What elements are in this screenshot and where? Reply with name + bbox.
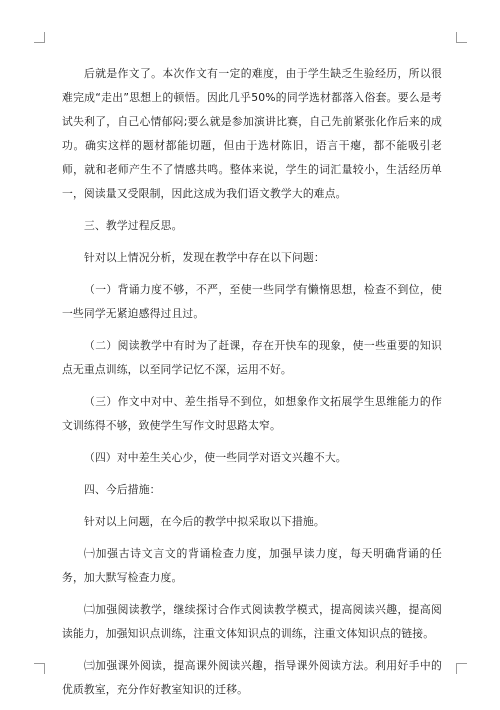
paragraph-problem-3: （三）作文中对中、差生指导不到位，如想象作文拓展学生思维能力的作文训练得不够，致使学生写作文时思路太窄。 bbox=[62, 395, 442, 432]
paragraph-problem-4: （四）对中差生关心少，使一些同学对语文兴趣不大。 bbox=[84, 451, 347, 464]
crop-mark-top-right bbox=[456, 32, 467, 43]
paragraph-measure-1: ㈠加强古诗文言文的背诵检查力度，加强早读力度，每天明确背诵的任务，加大默写检查力度。 bbox=[62, 547, 442, 584]
paragraph-measure-3: ㈢加强课外阅读，提高课外阅读兴趣，指导课外阅读方法。利用好手中的优质教室，充分作好教室知识的迁移。 bbox=[62, 659, 442, 696]
heading-future-measures: 四、今后措施： bbox=[84, 483, 161, 496]
paragraph-measure-2: ㈡加强阅读教学，继续探讨合作式阅读教学模式，提高阅读兴趣，提高阅读能力，加强知识点训练，注重文体知识点的训练，注重文体知识点的链接。 bbox=[62, 603, 442, 640]
crop-mark-bottom-left bbox=[34, 663, 45, 674]
crop-mark-top-left bbox=[34, 32, 45, 43]
paragraph-measures-intro: 针对以上问题，在今后的教学中拟采取以下措施。 bbox=[84, 515, 325, 528]
paragraph-problem-1: （一）背诵力度不够，不严，至使一些同学有懒惰思想，检查不到位，使一些同学无紧迫感得过且过。 bbox=[62, 283, 442, 320]
document-body bbox=[62, 62, 442, 710]
paragraph-problem-2: （二）阅读教学中有时为了赶课，存在开快车的现象，使一些重要的知识点无重点训练，以至同学记忆不深，运用不好。 bbox=[62, 339, 442, 376]
paragraph-problems-intro: 针对以上情况分析，发现在教学中存在以下问题： bbox=[84, 251, 325, 264]
heading-teaching-reflection: 三、教学过程反思。 bbox=[84, 219, 183, 232]
crop-mark-bottom-right bbox=[456, 663, 467, 674]
paragraph-writing-difficulty: 后就是作文了。本次作文有一定的难度，由于学生缺乏生验经历，所以很难完成“走出”思想上的顿悟。因此几乎50%的同学选材都落入俗套。要么是考试失利了，自己心情郁闷;要么就是参加演讲比赛，自己先前紧张化作后来的成功。确实这样的题材都能切题，但由于选材陈旧，语言干瘪，都不能吸引老师，就和老师产生不了情感共鸣。整体来说，学生的词汇量较小，生活经历单一，阅读量又受限制，因此这成为我们语文教学大的难点。 bbox=[62, 67, 442, 200]
